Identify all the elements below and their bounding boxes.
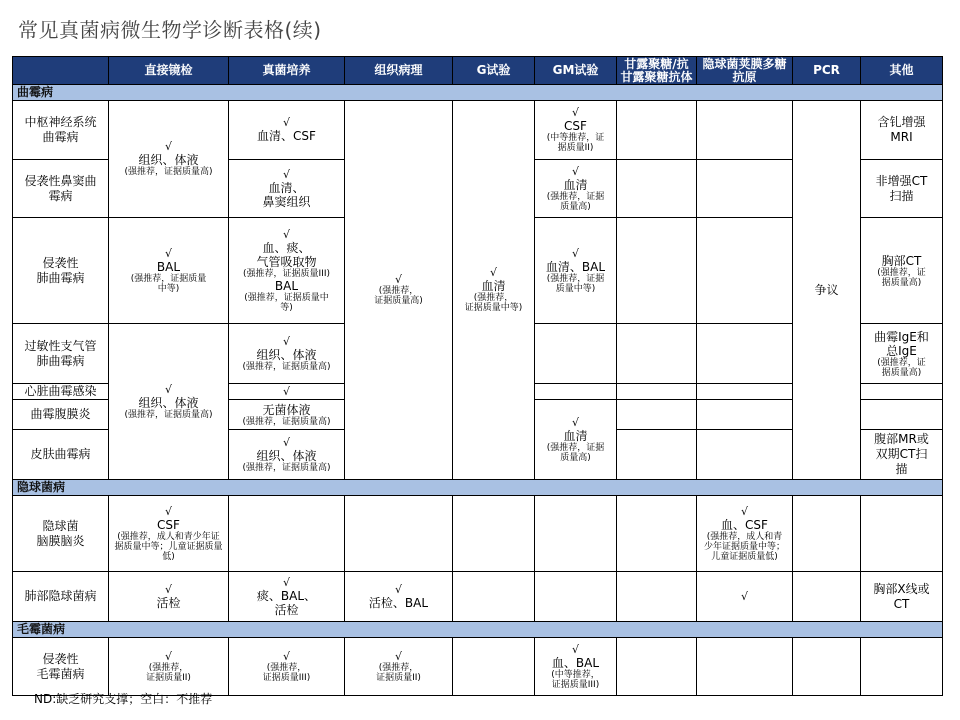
table-row xyxy=(13,101,943,160)
cell-gm-pulmcry xyxy=(535,572,617,622)
cell-other-pulmcry: 胸部X线或 CT xyxy=(861,572,943,622)
disease-crypto-meningitis: 隐球菌 脑膜脑炎 xyxy=(13,496,109,572)
cell-mannan-mening xyxy=(617,496,697,572)
cell-culture-mening xyxy=(229,496,345,572)
table-row xyxy=(13,496,943,572)
cell-culture-cns: √ 血清、CSF xyxy=(229,101,345,160)
cell-crypto-perit xyxy=(697,400,793,430)
cell-mannan-muc xyxy=(617,638,697,696)
header-crypto-antigen: 隐球菌荚膜多糖 抗原 xyxy=(697,57,793,85)
cell-gm-sinus: √ 血清 (强推荐，证据 质量高) xyxy=(535,160,617,218)
cell-crypto-abpa xyxy=(697,324,793,384)
disease-invasive-mucormycosis: 侵袭性 毛霉菌病 xyxy=(13,638,109,696)
disease-cns-aspergillosis: 中枢神经系统 曲霉病 xyxy=(13,101,109,160)
cell-culture-skin: √ 组织、体液 (强推荐，证据质量高) xyxy=(229,430,345,480)
cell-histo-aspergillosis: √ (强推荐， 证据质量高) xyxy=(345,101,453,480)
table-row xyxy=(13,572,943,622)
cell-crypto-cardiac xyxy=(697,384,793,400)
section-aspergillosis: 曲霉病 xyxy=(13,85,943,101)
cell-crypto-cns xyxy=(697,101,793,160)
cell-gm-cns: √ CSF (中等推荐，证 据质量II) xyxy=(535,101,617,160)
header-corner xyxy=(13,57,109,85)
section-mucormycosis: 毛霉菌病 xyxy=(13,622,943,638)
cell-gm-mening xyxy=(535,496,617,572)
cell-other-perit xyxy=(861,400,943,430)
cell-culture-muc: √ (强推荐， 证据质量III) xyxy=(229,638,345,696)
header-pcr: PCR xyxy=(793,57,861,85)
section-row xyxy=(13,85,943,101)
cell-g-aspergillosis: √ 血清 (强推荐， 证据质量中等) xyxy=(453,101,535,480)
cell-other-cardiac xyxy=(861,384,943,400)
cell-other-sinus: 非增强CT 扫描 xyxy=(861,160,943,218)
header-gm-test: GM试验 xyxy=(535,57,617,85)
cell-other-pulm: 胸部CT (强推荐，证 据质量高) xyxy=(861,218,943,324)
cell-crypto-pulm xyxy=(697,218,793,324)
cell-mannan-perit xyxy=(617,400,697,430)
header-culture: 真菌培养 xyxy=(229,57,345,85)
cell-gm-pulm: √ 血清、BAL (强推荐，证据 质量中等) xyxy=(535,218,617,324)
cell-pcr-aspergillosis: 争议 xyxy=(793,101,861,480)
cell-other-skin: 腹部MR或 双期CT扫 描 xyxy=(861,430,943,480)
cell-gm-perit-skin: √ 血清 (强推荐，证据 质量高) xyxy=(535,400,617,480)
section-row xyxy=(13,480,943,496)
cell-gm-cardiac xyxy=(535,384,617,400)
cell-crypto-mening: √ 血、CSF (强推荐，成人和青 少年证据质量中等； 儿童证据质量低) xyxy=(697,496,793,572)
section-row xyxy=(13,622,943,638)
cell-culture-perit: 无菌体液 (强推荐，证据质量高) xyxy=(229,400,345,430)
cell-other-muc xyxy=(861,638,943,696)
page-title: 常见真菌病微生物学诊断表格(续) xyxy=(18,18,322,42)
cell-direct-b: √ 组织、体液 (强推荐，证据质量高) xyxy=(109,324,229,480)
cell-g-muc xyxy=(453,638,535,696)
header-direct: 直接镜检 xyxy=(109,57,229,85)
cell-gm-muc: √ 血、BAL (中等推荐， 证据质量III) xyxy=(535,638,617,696)
header-g-test: G试验 xyxy=(453,57,535,85)
cell-other-abpa: 曲霉IgE和 总IgE (强推荐，证 据质量高) xyxy=(861,324,943,384)
cell-histo-mening xyxy=(345,496,453,572)
header-histo: 组织病理 xyxy=(345,57,453,85)
disease-pulmonary-aspergillosis: 侵袭性 肺曲霉病 xyxy=(13,218,109,324)
header-other: 其他 xyxy=(861,57,943,85)
disease-sinus-aspergillosis: 侵袭性鼻窦曲 霉病 xyxy=(13,160,109,218)
cell-pcr-muc xyxy=(793,638,861,696)
table-row xyxy=(13,638,943,696)
cell-direct-mening: √ CSF (强推荐，成人和青少年证 据质量中等；儿童证据质量 低) xyxy=(109,496,229,572)
header-mannan: 甘露聚糖/抗 甘露聚糖抗体 xyxy=(617,57,697,85)
cell-mannan-cns xyxy=(617,101,697,160)
footnote: ND:缺乏研究支撑；空白：不推荐 xyxy=(34,692,213,706)
cell-culture-sinus: √ 血清、 鼻窦组织 xyxy=(229,160,345,218)
cell-direct-a: √ 组织、体液 (强推荐，证据质量高) xyxy=(109,101,229,218)
cell-crypto-pulmcry: √ xyxy=(697,572,793,622)
cell-mannan-cardiac xyxy=(617,384,697,400)
diagnosis-table xyxy=(12,56,943,696)
cell-culture-abpa: √ 组织、体液 (强推荐，证据质量高) xyxy=(229,324,345,384)
disease-abpa: 过敏性支气管 肺曲霉病 xyxy=(13,324,109,384)
cell-histo-pulmcry: √ 活检、BAL xyxy=(345,572,453,622)
section-cryptococcosis: 隐球菌病 xyxy=(13,480,943,496)
header-row xyxy=(13,57,943,85)
cell-crypto-skin xyxy=(697,430,793,480)
cell-direct-pulm: √ BAL (强推荐，证据质量 中等) xyxy=(109,218,229,324)
cell-g-mening xyxy=(453,496,535,572)
disease-peritonitis: 曲霉腹膜炎 xyxy=(13,400,109,430)
cell-g-pulmcry xyxy=(453,572,535,622)
cell-culture-cardiac: √ xyxy=(229,384,345,400)
cell-histo-muc: √ (强推荐， 证据质量II) xyxy=(345,638,453,696)
disease-skin-aspergillosis: 皮肤曲霉病 xyxy=(13,430,109,480)
cell-pcr-pulmcry xyxy=(793,572,861,622)
cell-mannan-pulmcry xyxy=(617,572,697,622)
disease-pulmonary-cryptococcosis: 肺部隐球菌病 xyxy=(13,572,109,622)
disease-cardiac-aspergillosis: 心脏曲霉感染 xyxy=(13,384,109,400)
cell-mannan-pulm xyxy=(617,218,697,324)
cell-gm-abpa xyxy=(535,324,617,384)
cell-culture-pulmcry: √ 痰、BAL、 活检 xyxy=(229,572,345,622)
cell-crypto-sinus xyxy=(697,160,793,218)
cell-mannan-abpa xyxy=(617,324,697,384)
cell-other-cns: 含钆增强 MRI xyxy=(861,101,943,160)
cell-culture-pulm: √ 血、痰、 气管吸取物 (强推荐，证据质量III) BAL (强推荐，证据质量中 等) xyxy=(229,218,345,324)
cell-pcr-mening xyxy=(793,496,861,572)
cell-mannan-skin xyxy=(617,430,697,480)
cell-mannan-sinus xyxy=(617,160,697,218)
cell-other-mening xyxy=(861,496,943,572)
cell-direct-muc: √ (强推荐， 证据质量II) xyxy=(109,638,229,696)
cell-crypto-muc xyxy=(697,638,793,696)
cell-direct-pulmcry: √ 活检 xyxy=(109,572,229,622)
